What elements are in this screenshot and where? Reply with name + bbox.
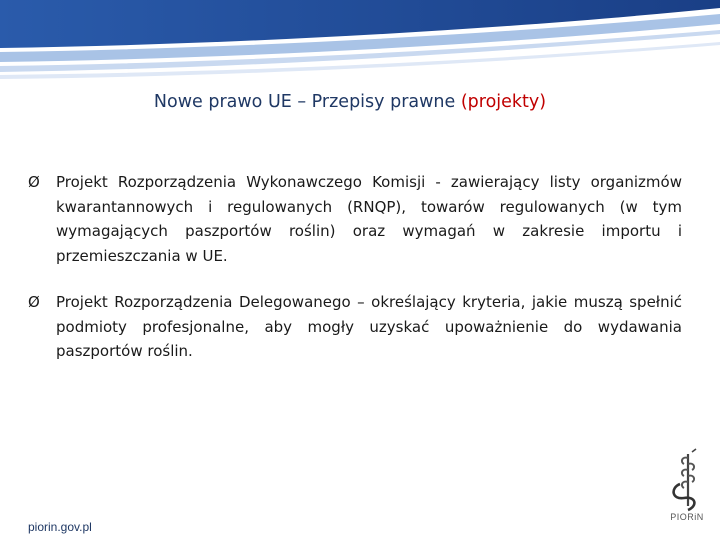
arrow-bullet-icon: Ø (28, 173, 40, 191)
arrow-bullet-icon: Ø (28, 293, 40, 311)
slide-title (0, 92, 700, 112)
bullet-item (28, 170, 682, 268)
logo-text: PIORiN (670, 512, 704, 522)
header-banner (0, 0, 720, 90)
slide-title-main: Nowe prawo UE – Przepisy prawne (153, 92, 461, 112)
bullet-item (28, 290, 682, 364)
bullet-text: Projekt Rozporządzenia Wykonawczego Komisji - zawierający listy organizmów kwarantannowych i regulowanych (RNQP), towarów regulowanych (w tym wymagających paszportów roślin) oraz wymagań w zakresie importu i przemieszczania w UE. (56, 173, 682, 265)
slide-title-accent: (projekty) (460, 92, 547, 112)
footer-url: piorin.gov.pl (28, 520, 92, 534)
bullet-text: Projekt Rozporządzenia Delegowanego – określający kryteria, jakie muszą spełnić podmioty profesjonalne, aby mogły uzyskać upoważnienie do wydawania paszportów roślin. (56, 293, 682, 360)
